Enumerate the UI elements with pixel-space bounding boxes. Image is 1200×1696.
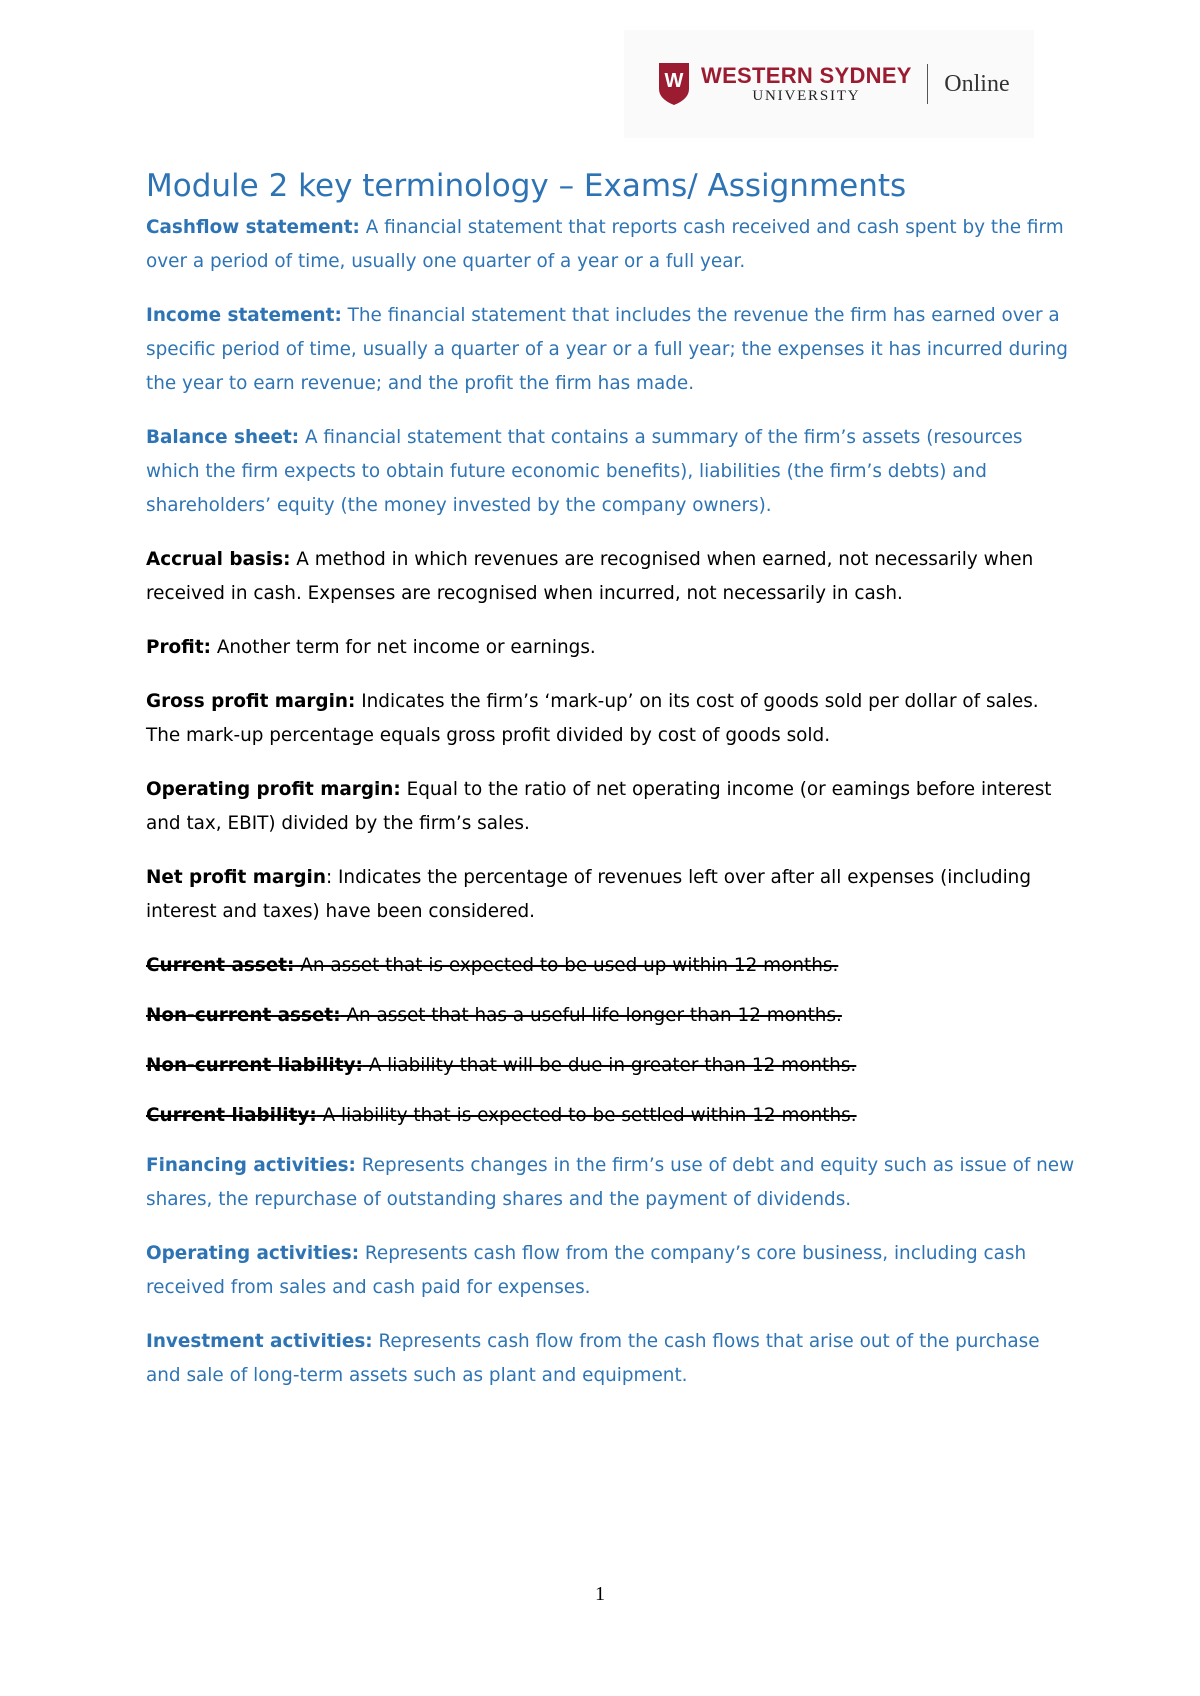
term-entry	[146, 861, 1076, 929]
term-entry	[146, 1149, 1076, 1217]
page-number: 1	[595, 1583, 605, 1605]
term-label: Cashflow statement:	[146, 217, 360, 238]
logo-brand-bottom: UNIVERSITY	[752, 88, 861, 104]
term-definition: A financial statement that reports cash received and cash spent by the firm over a period of time, usually one quarter of a year or a full year.	[146, 217, 1064, 272]
term-label: Accrual basis:	[146, 549, 291, 570]
term-entry	[146, 211, 1076, 279]
document-body	[146, 166, 1076, 1413]
logo-divider	[927, 64, 929, 104]
term-definition: Represents cash flow from the cash flows that arise out of the purchase and sale of long-term assets such as plant and equipment.	[146, 1331, 1040, 1386]
term-label: Income statement:	[146, 305, 342, 326]
term-entry	[146, 773, 1076, 841]
term-label: Current asset:	[146, 955, 295, 976]
term-definition: An asset that has a useful life longer than 12 months.	[340, 1005, 842, 1026]
term-label: Current liability:	[146, 1105, 317, 1126]
term-definition: A liability that will be due in greater than 12 months.	[362, 1055, 857, 1076]
term-label: Non-current liability:	[146, 1055, 363, 1076]
page-title: Module 2 key terminology – Exams/ Assignments	[146, 168, 907, 204]
term-label: Operating profit margin:	[146, 779, 401, 800]
term-label: Profit:	[146, 637, 211, 658]
logo-suffix: Online	[944, 70, 1010, 97]
university-logo	[624, 30, 1034, 138]
term-entry	[146, 543, 1076, 611]
term-entry	[146, 685, 1076, 753]
term-definition: Represents cash flow from the company’s core business, including cash received from sales and cash paid for expenses.	[146, 1243, 1027, 1298]
term-definition: A method in which revenues are recognised when earned, not necessarily when received in cash. Expenses are recognised when incurred, not necessarily in cash.	[146, 549, 1034, 604]
term-definition: A financial statement that contains a summary of the firm’s assets (resources which the firm expects to obtain future economic benefits), liabilities (the firm’s debts) and shareholders’ equity (the money invested by the company owners).	[146, 427, 1023, 516]
term-definition: Another term for net income or earnings.	[210, 637, 596, 658]
term-definition: An asset that is expected to be used up within 12 months.	[294, 955, 839, 976]
term-definition: Indicates the firm’s ‘mark-up’ on its cost of goods sold per dollar of sales. The mark-up percentage equals gross profit divided by cost of goods sold.	[146, 691, 1039, 746]
term-definition: : Indicates the percentage of revenues left over after all expenses (including interest and taxes) have been considered.	[146, 867, 1032, 922]
shield-letter: W	[664, 70, 684, 92]
term-label: Non-current asset:	[146, 1005, 341, 1026]
term-label: Net profit margin	[146, 867, 326, 888]
logo-wordmark	[701, 64, 912, 104]
term-definition: A liability that is expected to be settled within 12 months.	[316, 1105, 857, 1126]
term-label: Operating activities:	[146, 1243, 360, 1264]
term-entry	[146, 1325, 1076, 1393]
term-label: Gross profit margin:	[146, 691, 356, 712]
term-entry	[146, 299, 1076, 401]
shield-icon	[659, 63, 689, 105]
term-entry	[146, 421, 1076, 523]
term-entry	[146, 1237, 1076, 1305]
term-definition: Equal to the ratio of net operating income (or eamings before interest and tax, EBIT) divided by the firm’s sales.	[146, 779, 1052, 834]
term-definition: Represents changes in the firm’s use of debt and equity such as issue of new shares, the repurchase of outstanding shares and the payment of dividends.	[146, 1155, 1075, 1210]
term-entry-struck	[146, 1099, 1076, 1133]
term-entry-struck	[146, 949, 1076, 983]
term-label: Financing activities:	[146, 1155, 356, 1176]
term-entry-struck	[146, 999, 1076, 1033]
logo-brand-top: WESTERN SYDNEY	[701, 63, 912, 88]
term-entry	[146, 631, 1076, 665]
term-label: Investment activities:	[146, 1331, 373, 1352]
term-label: Balance sheet:	[146, 427, 300, 448]
term-entry-struck	[146, 1049, 1076, 1083]
term-definition: The financial statement that includes the revenue the firm has earned over a specific period of time, usually a quarter of a year or a full year; the expenses it has incurred during the year to earn revenue; and the profit the firm has made.	[146, 305, 1068, 394]
